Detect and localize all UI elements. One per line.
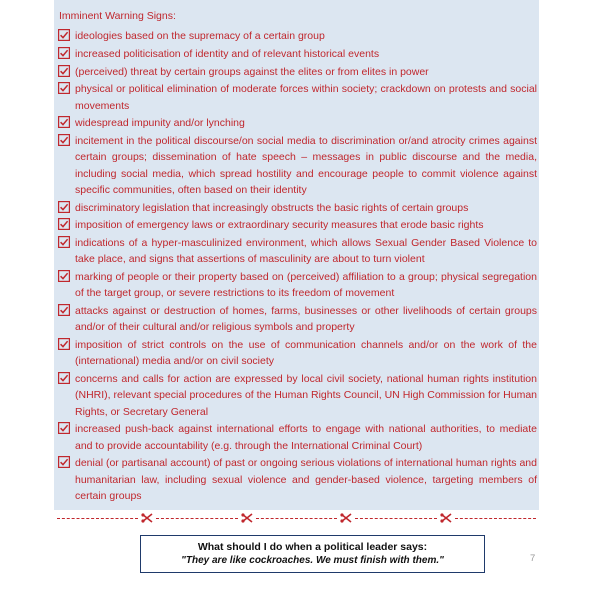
- section-heading: Imminent Warning Signs:: [59, 10, 176, 22]
- checked-box-icon: [58, 338, 74, 352]
- checked-box-icon: [58, 29, 74, 43]
- checked-box-icon: [58, 456, 74, 470]
- list-item: [58, 81, 537, 113]
- list-item: [58, 64, 537, 80]
- list-item-text: discriminatory legislation that increasingly obstructs the basic rights of certain groups: [75, 201, 469, 214]
- list-item-text: denial (or partisanal account) of past or ongoing serious violations of international human rights and humanitarian law, including sexual violence and gender-based violence, targeting members of certain groups: [75, 457, 537, 502]
- list-item-text: (perceived) threat by certain groups against the elites or from elites in power: [75, 65, 429, 78]
- list-item: [58, 371, 537, 420]
- list-item: [58, 217, 537, 233]
- scissors-icon: [340, 513, 352, 523]
- checked-box-icon: [58, 134, 74, 148]
- checked-box-icon: [58, 82, 74, 96]
- list-item-text: widespread impunity and/or lynching: [75, 117, 245, 130]
- list-item-text: physical or political elimination of moderate forces within society; crackdown on protests and social movements: [75, 83, 537, 112]
- list-item: [58, 28, 537, 44]
- list-item-text: concerns and calls for action are expressed by local civil society, national human rights institution (NHRI), relevant special procedures of the Human Rights Council, UN High Commission for Human Rights, or Secretary General: [75, 373, 537, 418]
- list-item-text: imposition of strict controls on the use of communication channels and/or on the work of the (international) media and/or on civil society: [75, 339, 537, 368]
- list-item: [58, 303, 537, 335]
- checked-box-icon: [58, 201, 74, 215]
- list-item: [58, 269, 537, 301]
- list-item: [58, 455, 537, 504]
- checked-box-icon: [58, 218, 74, 232]
- list-item-text: incitement in the political discourse/on social media to discrimination or/and atrocity crimes against certain groups; dissemination of hate speech – messages in public discourse and the media, including social media, which spread hostility and encourage people to commit violence against specific communities, often based on their identity: [75, 135, 537, 196]
- cut-dash: [455, 518, 536, 519]
- list-item-text: indications of a hyper-masculinized environment, which allows Sexual Gender Based Violence to take place, and signs that assertions of masculinity are about to turn violent: [75, 237, 537, 266]
- callout-quote: "They are like cockroaches. We must finish with them.": [181, 555, 444, 566]
- checked-box-icon: [58, 422, 74, 436]
- checked-box-icon: [58, 65, 74, 79]
- callout-question: What should I do when a political leader says:: [197, 541, 428, 553]
- page-number: 7: [530, 553, 536, 564]
- checked-box-icon: [58, 236, 74, 250]
- checked-box-icon: [58, 47, 74, 61]
- list-item-text: increased politicisation of identity and of relevant historical events: [75, 47, 380, 60]
- list-item: [58, 133, 537, 198]
- list-item: [58, 46, 537, 62]
- list-item: [58, 235, 537, 267]
- scissors-icon: [141, 513, 153, 523]
- checked-box-icon: [58, 372, 74, 386]
- list-item: [58, 200, 537, 216]
- list-item: [58, 337, 537, 369]
- warning-signs-list: [58, 28, 537, 506]
- cut-dash: [156, 518, 237, 519]
- list-item-text: attacks against or destruction of homes, farms, businesses or other livelihoods of certain groups and/or of their cultural and/or religious symbols and property: [75, 305, 537, 334]
- callout-box: [140, 535, 485, 573]
- list-item-text: marking of people or their property based on (perceived) affiliation to a group; physical segregation of the target group, or severe restrictions to its freedom of movement: [75, 271, 537, 300]
- cut-dash: [57, 518, 138, 519]
- list-item-text: imposition of emergency laws or extraordinary security measures that erode basic rights: [75, 219, 484, 232]
- checked-box-icon: [58, 270, 74, 284]
- checked-box-icon: [58, 304, 74, 318]
- list-item-text: ideologies based on the supremacy of a certain group: [75, 30, 325, 42]
- cut-dash: [355, 518, 436, 519]
- list-item: [58, 421, 537, 453]
- cut-dash: [256, 518, 337, 519]
- list-item: [58, 115, 537, 131]
- scissors-icon: [241, 513, 253, 523]
- checked-box-icon: [58, 116, 74, 130]
- cut-line: [54, 511, 539, 525]
- list-item-text: increased push-back against international efforts to engage with national authorities, to mediate and to provide accountability (e.g. through the International Criminal Court): [75, 423, 537, 452]
- scissors-icon: [440, 513, 452, 523]
